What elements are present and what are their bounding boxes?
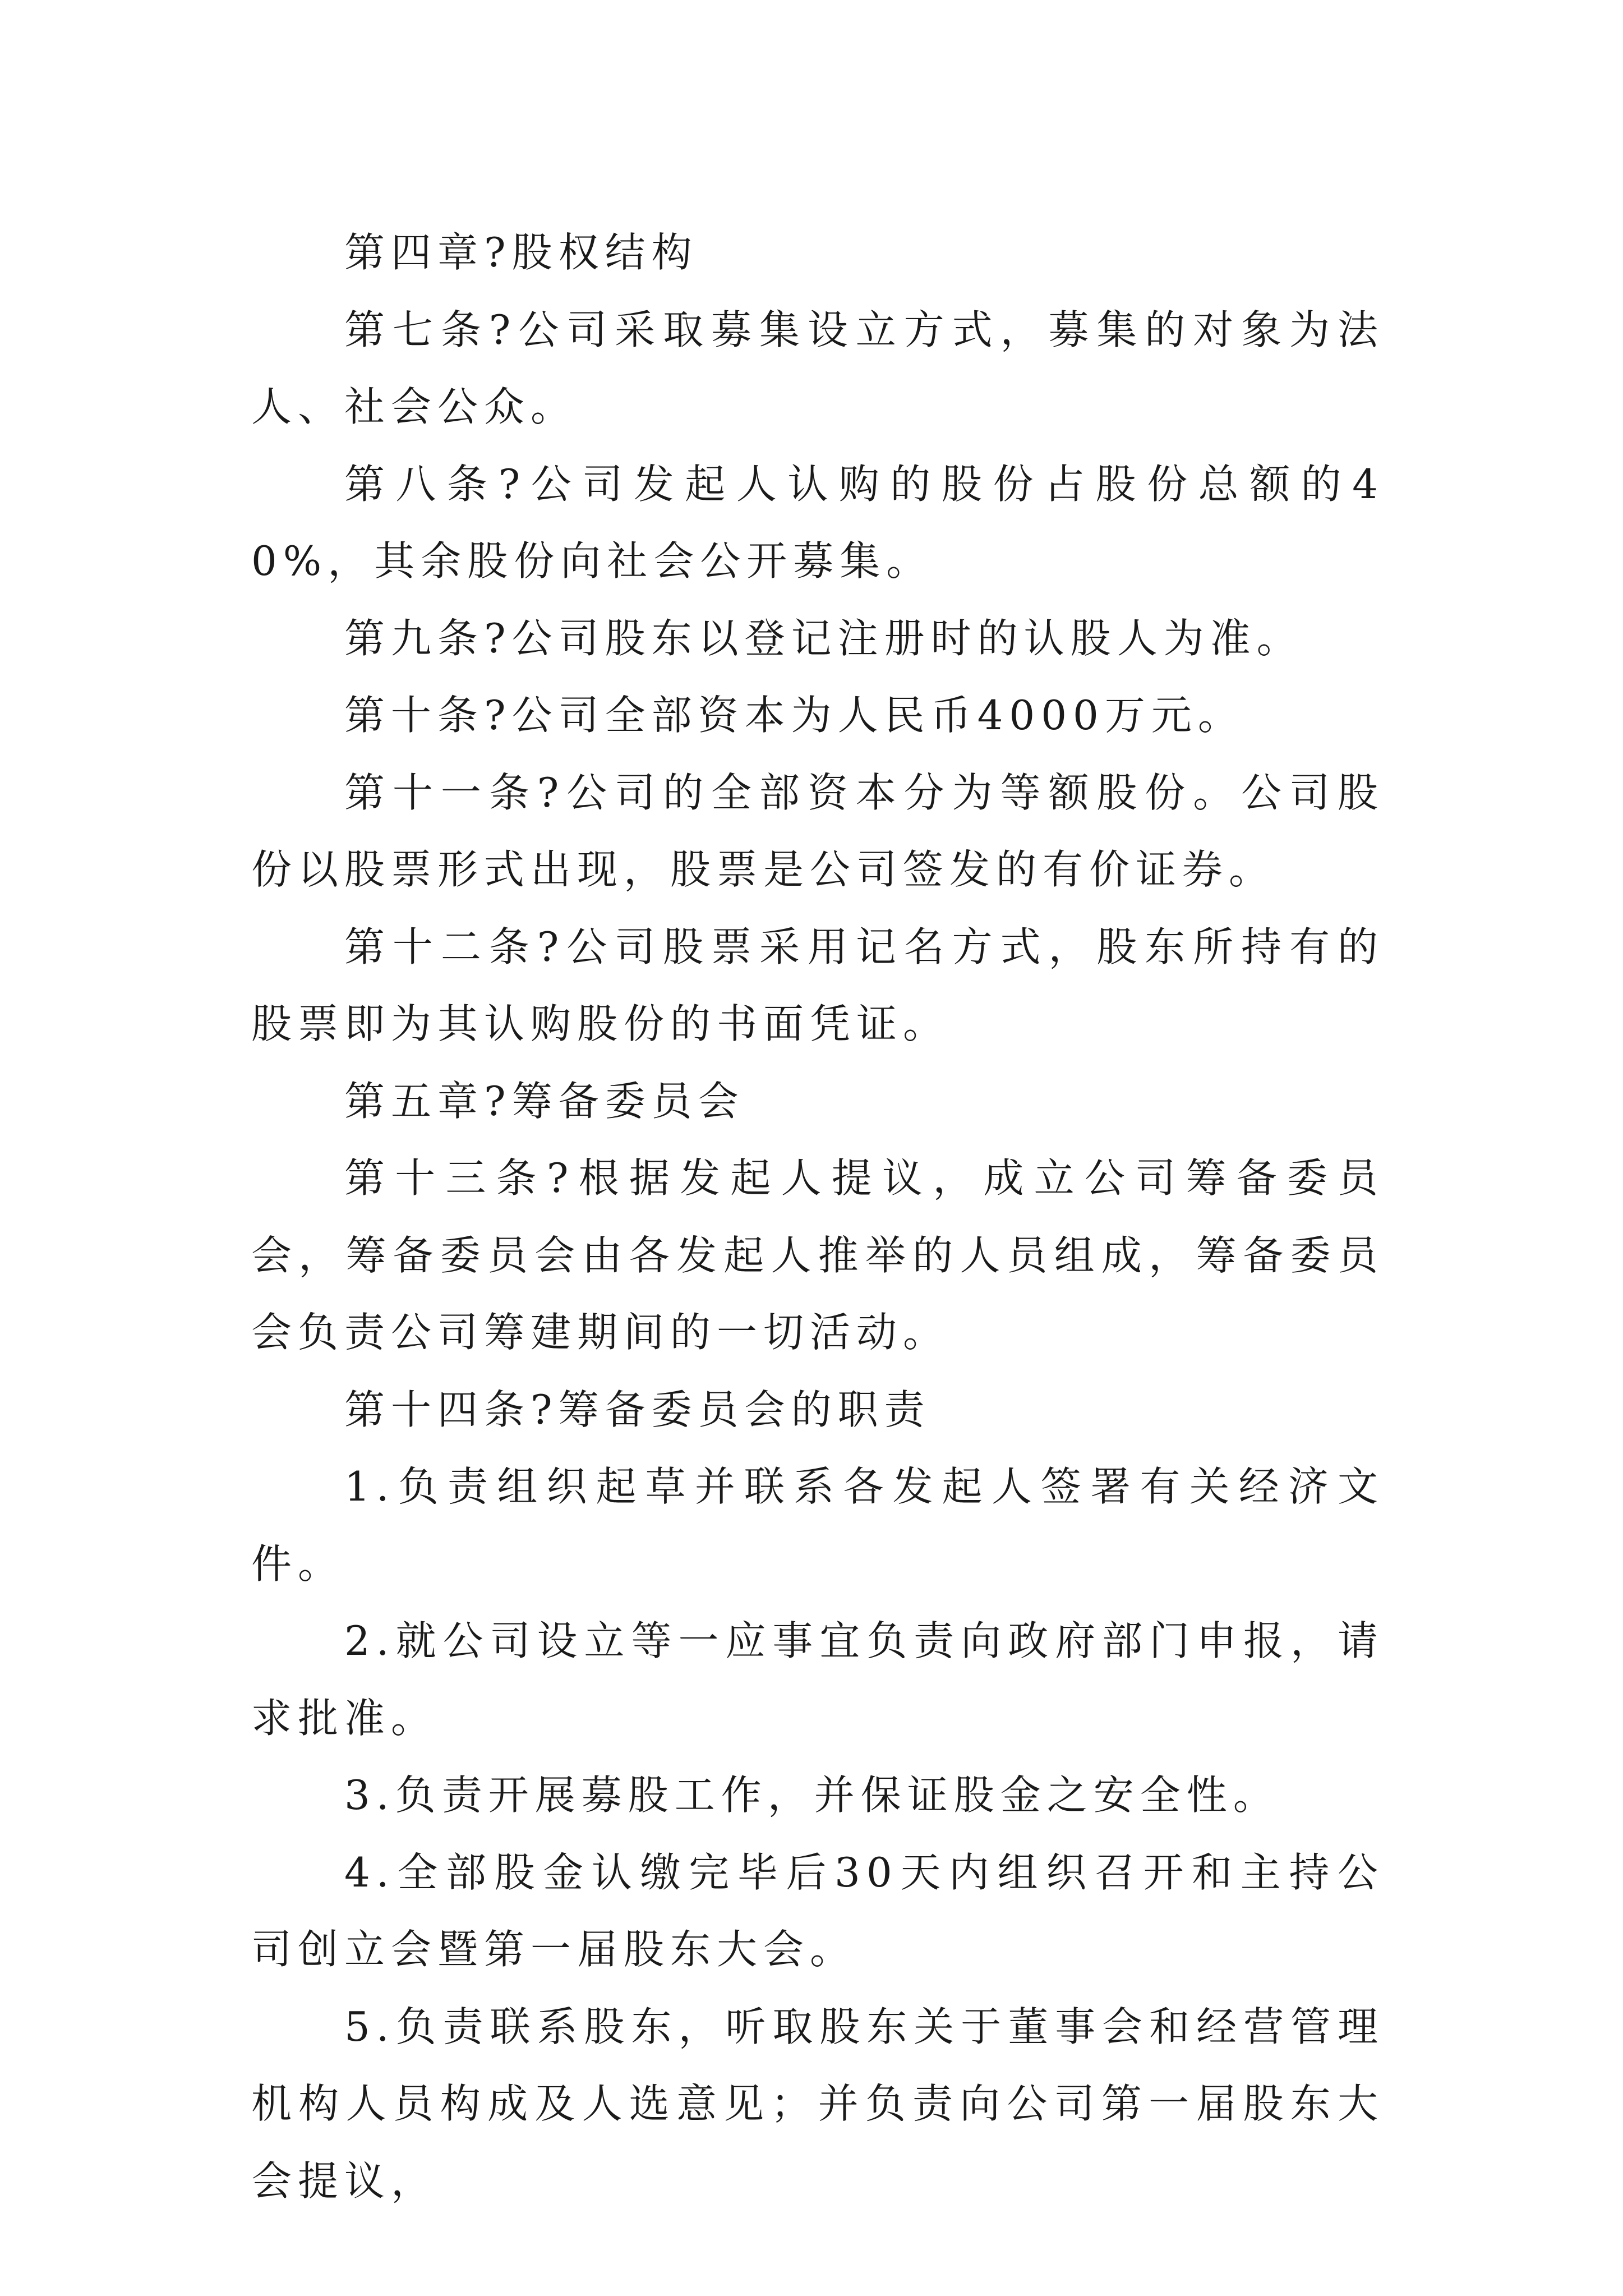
list-item: 4.全部股金认缴完毕后30天内组织召开和主持公司创立会暨第一届股东大会。: [251, 1848, 1384, 1973]
list-item: 5.负责联系股东，听取股东关于董事会和经营管理机构人员构成及人选意见；并负责向公司第一届股东大会提议，: [251, 2003, 1384, 2205]
chapter-heading: 第四章?股权结构: [344, 229, 698, 276]
list-item: 3.负责开展募股工作，并保证股金之安全性。: [344, 1772, 1280, 1819]
article-paragraph: 第十四条?筹备委员会的职责: [344, 1386, 931, 1433]
article-paragraph: 第九条?公司股东以登记注册时的认股人为准。: [344, 614, 1303, 662]
list-item: 2.就公司设立等一应事宜负责向政府部门申报，请求批准。: [251, 1617, 1384, 1742]
document-body: [251, 214, 1384, 2220]
article-paragraph: 第十三条?根据发起人提议，成立公司筹备委员会，筹备委员会由各发起人推举的人员组成，筹备委员会负责公司筹建期间的一切活动。: [251, 1154, 1384, 1356]
article-paragraph: 第八条?公司发起人认购的股份占股份总额的40%，其余股份向社会公开募集。: [251, 460, 1384, 585]
article-paragraph: 第十一条?公司的全部资本分为等额股份。公司股份以股票形式出现，股票是公司签发的有价证券。: [251, 769, 1384, 893]
article-paragraph: 第十条?公司全部资本为人民币4000万元。: [344, 692, 1244, 739]
list-item: 1.负责组织起草并联系各发起人签署有关经济文件。: [251, 1463, 1384, 1588]
chapter-heading: 第五章?筹备委员会: [344, 1077, 745, 1125]
article-paragraph: 第十二条?公司股票采用记名方式，股东所持有的股票即为其认购股份的书面凭证。: [251, 923, 1384, 1047]
article-paragraph: 第七条?公司采取募集设立方式，募集的对象为法人、社会公众。: [251, 306, 1384, 430]
